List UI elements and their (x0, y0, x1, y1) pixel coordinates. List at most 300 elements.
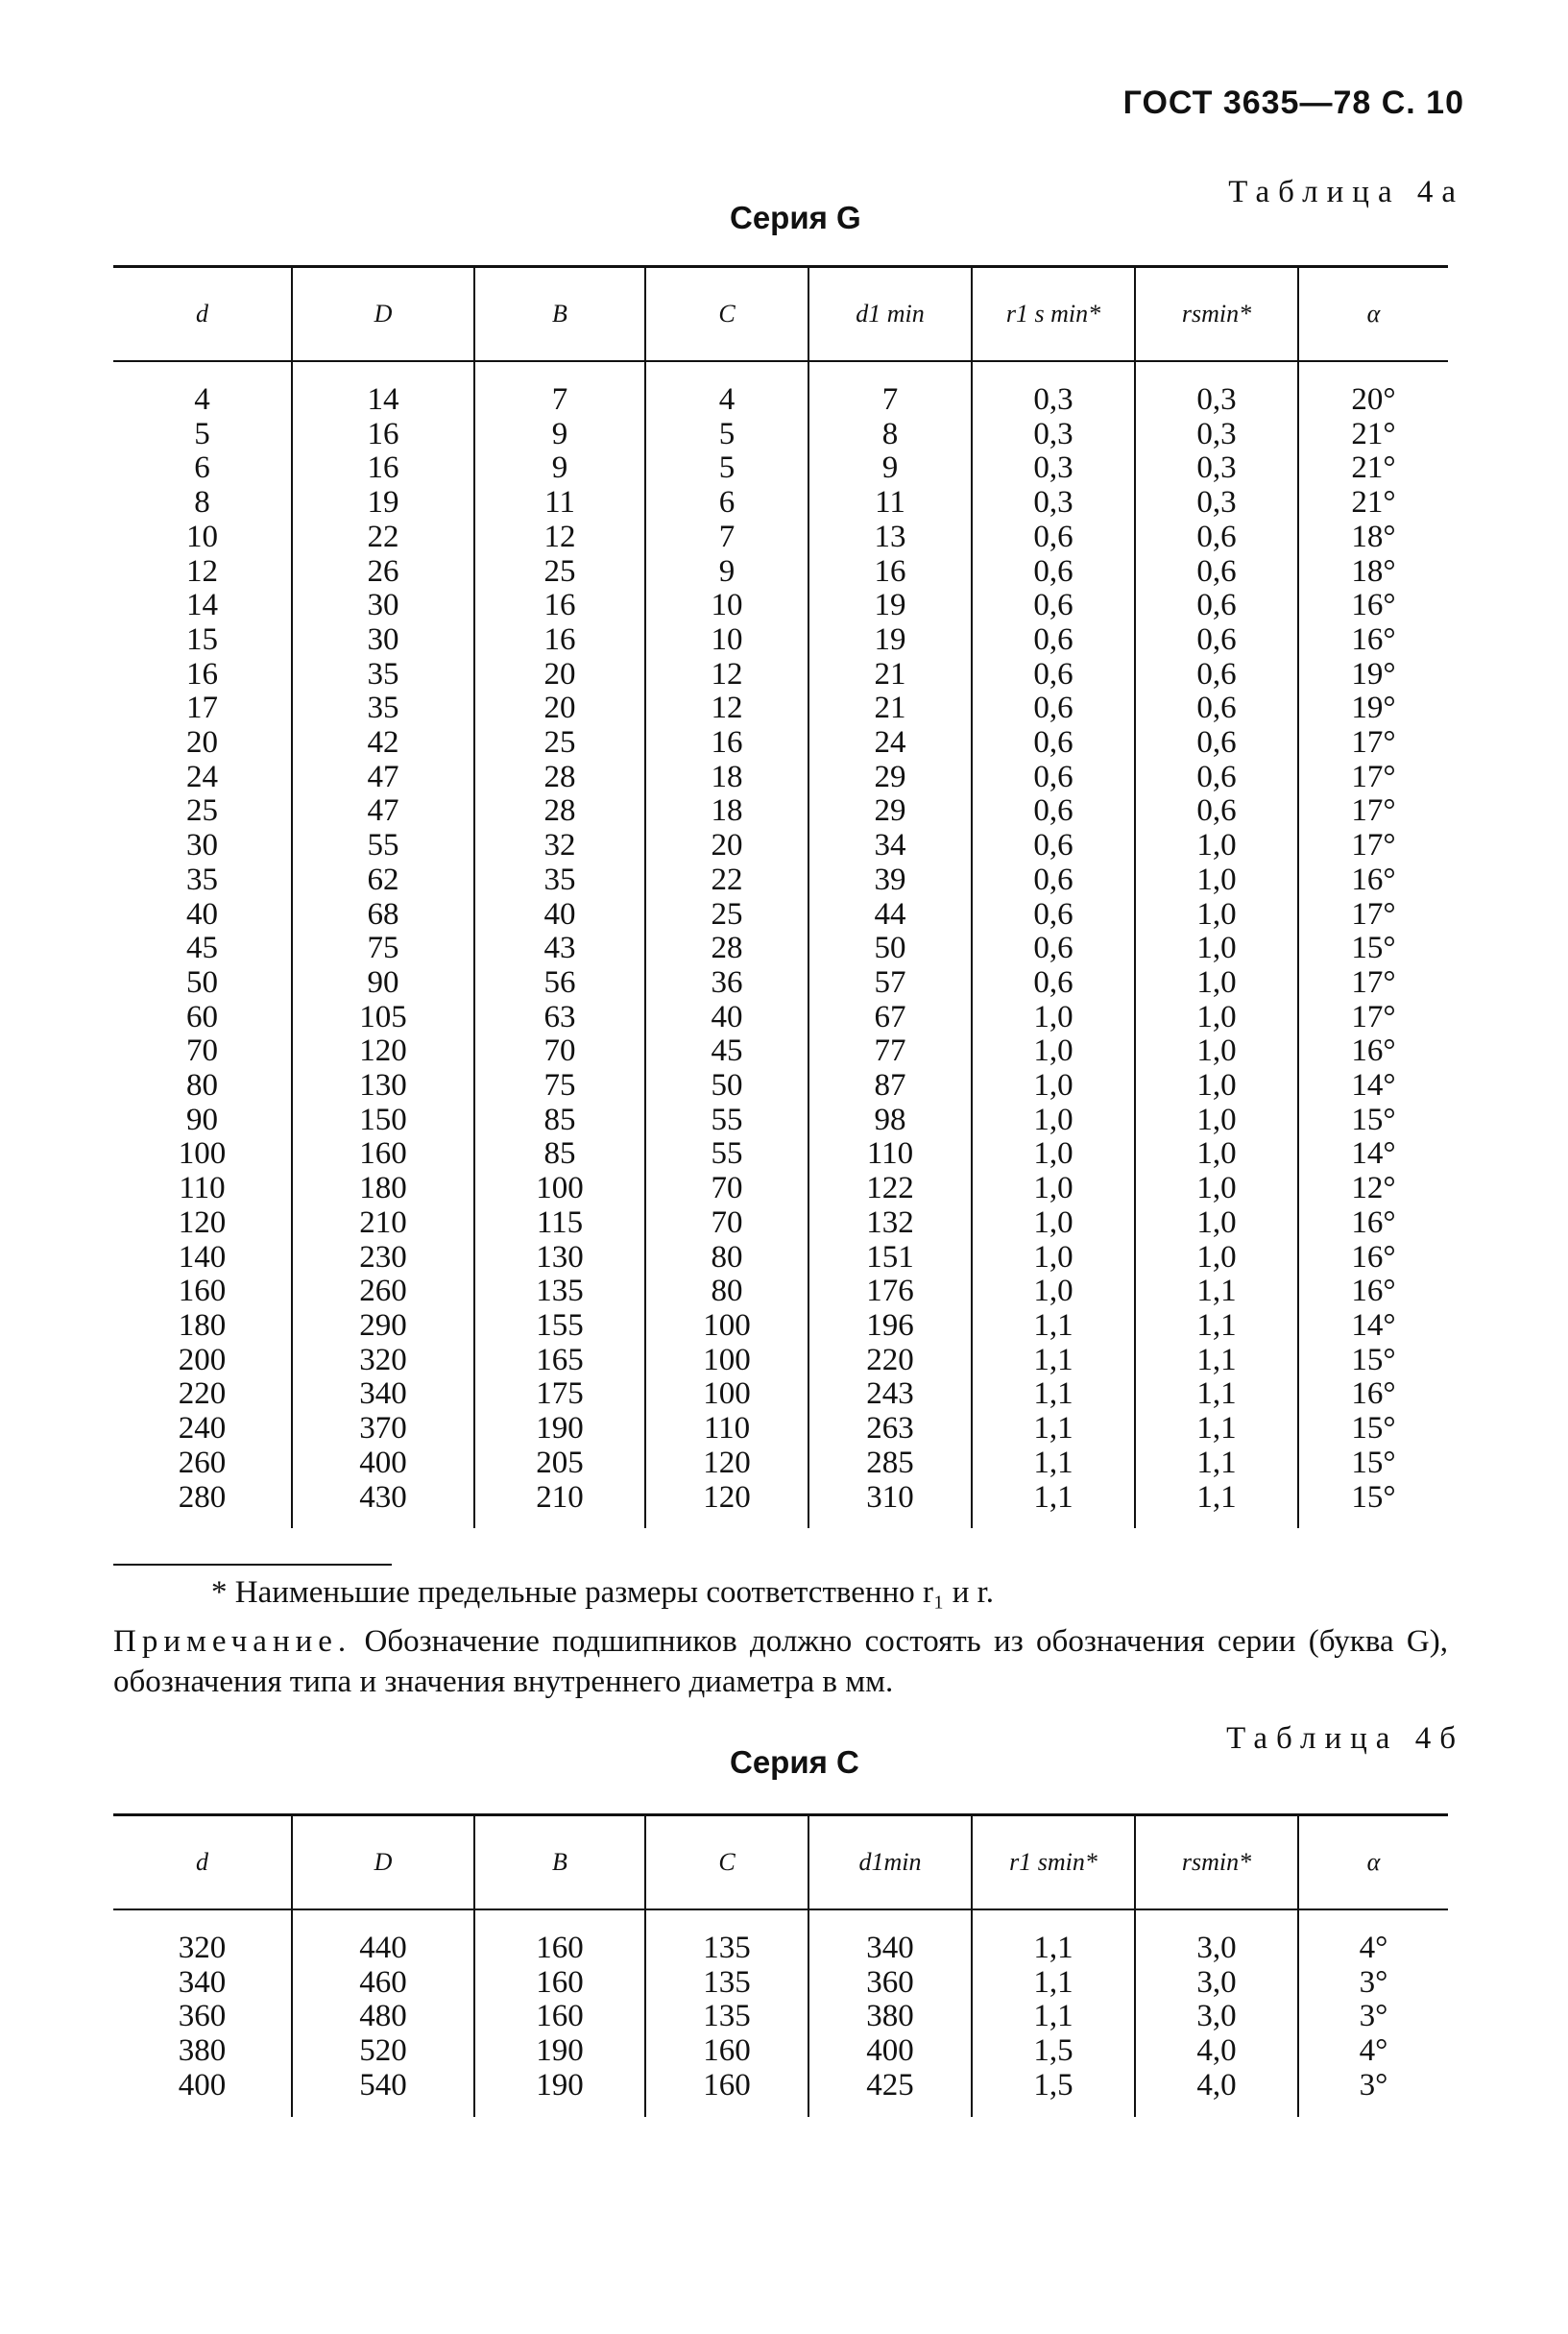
table-cell: 6 (194, 450, 210, 486)
table-cell: 16° (1298, 1034, 1448, 1069)
table-cell: 9 (474, 451, 645, 486)
table-row (113, 1137, 1448, 1172)
table-row (113, 623, 1448, 658)
table-cell: 340 (178, 1964, 227, 2000)
table-cell: 45 (645, 1034, 808, 1069)
table-cell: 70 (645, 1172, 808, 1206)
table-cell: 132 (808, 1206, 972, 1241)
table-cell: 160 (474, 1909, 645, 1966)
table-row (113, 2034, 1448, 2069)
table-cell: 440 (292, 1909, 474, 1966)
table-a-series: Серия G (730, 200, 861, 235)
table-cell: 21° (1298, 486, 1448, 521)
table-cell: 0,6 (1135, 794, 1298, 829)
table-cell: 140 (178, 1239, 227, 1275)
table-cell: 85 (474, 1137, 645, 1172)
table-cell: 400 (292, 1447, 474, 1481)
table-row (113, 1034, 1448, 1069)
table-cell: 21 (808, 692, 972, 726)
col-header-D: D (292, 1815, 474, 1910)
table-cell: 16 (292, 418, 474, 452)
table-cell: 0,3 (972, 361, 1135, 418)
col-header-r1smin: r1 smin* (972, 1815, 1135, 1910)
table-cell: 4° (1298, 1909, 1448, 1966)
table-cell: 25 (474, 726, 645, 761)
table-cell: 14° (1298, 1309, 1448, 1344)
table-cell: 17° (1298, 794, 1448, 829)
table-cell: 30 (292, 623, 474, 658)
table-cell: 1,1 (1135, 1377, 1298, 1412)
table-cell: 14° (1298, 1069, 1448, 1104)
table-cell: 1,1 (972, 1909, 1135, 1966)
table-cell: 0,6 (1135, 623, 1298, 658)
table-cell: 180 (178, 1307, 227, 1343)
table-row (113, 966, 1448, 1001)
table-row (113, 2000, 1448, 2034)
table-cell: 30 (186, 828, 218, 863)
table-cell: 1,1 (972, 1412, 1135, 1447)
table-row (113, 1909, 1448, 1966)
table-cell: 425 (808, 2069, 972, 2117)
table-cell: 17° (1298, 1001, 1448, 1035)
table-row (113, 1412, 1448, 1447)
table-cell: 190 (474, 1412, 645, 1447)
table-cell: 47 (292, 794, 474, 829)
table-cell: 16° (1298, 863, 1448, 898)
table-cell: 310 (808, 1481, 972, 1529)
table-row (113, 1241, 1448, 1276)
table-cell: 28 (474, 761, 645, 795)
table-cell: 165 (474, 1344, 645, 1378)
table-cell: 540 (292, 2069, 474, 2117)
col-header-alpha: α (1298, 1815, 1448, 1910)
table-cell: 17° (1298, 966, 1448, 1001)
table-cell: 75 (474, 1069, 645, 1104)
table-cell: 40 (474, 898, 645, 933)
table-cell: 3° (1298, 1966, 1448, 2001)
table-cell: 32 (474, 829, 645, 863)
table-cell: 160 (474, 2000, 645, 2034)
table-cell: 0,6 (972, 966, 1135, 1001)
table-cell: 160 (474, 1966, 645, 2001)
table-series-g (113, 265, 1448, 1528)
col-header-r1smin: r1 s min* (972, 267, 1135, 362)
table-cell: 320 (292, 1344, 474, 1378)
table-cell: 29 (808, 761, 972, 795)
col-header-rsmin: rsmin* (1135, 267, 1298, 362)
table-cell: 14 (292, 361, 474, 418)
table-cell: 160 (292, 1137, 474, 1172)
table-cell: 196 (808, 1309, 972, 1344)
table-cell: 5 (645, 451, 808, 486)
table-cell: 160 (178, 1274, 227, 1309)
col-header-d1min: d1 min (808, 267, 972, 362)
table-cell: 135 (645, 1966, 808, 2001)
col-header-d: d (113, 1815, 292, 1910)
table-cell: 4 (194, 382, 210, 417)
table-row (113, 1447, 1448, 1481)
table-cell: 87 (808, 1069, 972, 1104)
table-cell: 1,0 (972, 1069, 1135, 1104)
table-cell: 25 (474, 555, 645, 590)
table-cell: 0,6 (1135, 555, 1298, 590)
table-row (113, 1377, 1448, 1412)
table-cell: 1,0 (972, 1001, 1135, 1035)
table-cell: 34 (808, 829, 972, 863)
table-cell: 120 (178, 1204, 227, 1240)
table-cell: 1,5 (972, 2034, 1135, 2069)
table-cell: 0,6 (1135, 692, 1298, 726)
table-cell: 68 (292, 898, 474, 933)
table-b-series: Серия С (730, 1744, 859, 1780)
table-cell: 14 (186, 588, 218, 623)
table-cell: 4° (1298, 2034, 1448, 2069)
col-header-C: C (645, 267, 808, 362)
table-cell: 1,1 (1135, 1481, 1298, 1529)
note-text: Обозначение подшипников должно состоять из обозначения серии (буква G), обозначения типа и значения внутреннего диаметра в мм. (113, 1624, 1449, 1699)
table-cell: 16° (1298, 1377, 1448, 1412)
table-cell: 1,0 (1135, 1206, 1298, 1241)
table-cell: 1,0 (972, 1104, 1135, 1138)
table-cell: 10 (645, 589, 808, 623)
table-cell: 35 (474, 863, 645, 898)
table-cell: 1,0 (1135, 1034, 1298, 1069)
table-cell: 151 (808, 1241, 972, 1276)
table-row (113, 1104, 1448, 1138)
table-cell: 15° (1298, 1412, 1448, 1447)
table-cell: 480 (292, 2000, 474, 2034)
table-cell: 1,0 (972, 1034, 1135, 1069)
table-cell: 15° (1298, 1104, 1448, 1138)
table-cell: 0,6 (972, 829, 1135, 863)
table-cell: 1,1 (972, 2000, 1135, 2034)
table-cell: 1,0 (1135, 966, 1298, 1001)
table-cell: 1,1 (972, 1344, 1135, 1378)
table-cell: 120 (645, 1447, 808, 1481)
table-cell: 28 (474, 794, 645, 829)
table-cell: 105 (292, 1001, 474, 1035)
table-cell: 18° (1298, 521, 1448, 555)
table-cell: 25 (645, 898, 808, 933)
table-row (113, 1001, 1448, 1035)
table-cell: 19 (808, 589, 972, 623)
col-header-B: B (474, 1815, 645, 1910)
table-cell: 21° (1298, 451, 1448, 486)
table-cell: 380 (808, 2000, 972, 2034)
table-row (113, 1069, 1448, 1104)
table-cell: 0,6 (972, 692, 1135, 726)
table-cell: 9 (808, 451, 972, 486)
table-row (113, 361, 1448, 418)
table-cell: 135 (474, 1275, 645, 1309)
table-cell: 55 (645, 1137, 808, 1172)
table-cell: 12 (645, 692, 808, 726)
table-cell: 7 (808, 361, 972, 418)
table-cell: 0,6 (1135, 658, 1298, 693)
table-cell: 28 (645, 932, 808, 966)
table-cell: 1,0 (972, 1137, 1135, 1172)
table-cell: 0,6 (972, 898, 1135, 933)
table-cell: 360 (178, 1999, 227, 2034)
table-cell: 24 (808, 726, 972, 761)
table-cell: 160 (645, 2034, 808, 2069)
table-cell: 430 (292, 1481, 474, 1529)
table-cell: 360 (808, 1966, 972, 2001)
table-row (113, 658, 1448, 693)
table-cell: 0,6 (972, 658, 1135, 693)
table-cell: 12 (645, 658, 808, 693)
table-cell: 1,1 (1135, 1275, 1298, 1309)
table-cell: 40 (186, 896, 218, 932)
table-cell: 5 (645, 418, 808, 452)
table-cell: 7 (474, 361, 645, 418)
table-cell: 16 (292, 451, 474, 486)
table-cell: 55 (292, 829, 474, 863)
table-cell: 9 (474, 418, 645, 452)
table-cell: 11 (808, 486, 972, 521)
table-cell: 98 (808, 1104, 972, 1138)
col-header-alpha: α (1298, 267, 1448, 362)
table-cell: 16 (186, 656, 218, 692)
table-cell: 0,6 (1135, 521, 1298, 555)
table-cell: 16° (1298, 623, 1448, 658)
table-cell: 7 (645, 521, 808, 555)
table-cell: 260 (292, 1275, 474, 1309)
table-cell: 22 (292, 521, 474, 555)
table-cell: 47 (292, 761, 474, 795)
table-cell: 21° (1298, 418, 1448, 452)
table-row (113, 1275, 1448, 1309)
table-cell: 62 (292, 863, 474, 898)
table-row (113, 794, 1448, 829)
table-cell: 180 (292, 1172, 474, 1206)
table-cell: 1,0 (1135, 1241, 1298, 1276)
table-row (113, 898, 1448, 933)
table-cell: 0,6 (1135, 726, 1298, 761)
table-cell: 460 (292, 1966, 474, 2001)
table-cell: 17 (186, 691, 218, 726)
table-row (113, 1206, 1448, 1241)
table-cell: 200 (178, 1342, 227, 1377)
table-row (113, 589, 1448, 623)
table-cell: 210 (474, 1481, 645, 1529)
table-cell: 4,0 (1135, 2034, 1298, 2069)
table-cell: 70 (186, 1033, 218, 1069)
col-header-d1min: d1min (808, 1815, 972, 1910)
table-cell: 0,3 (972, 486, 1135, 521)
table-row (113, 1344, 1448, 1378)
table-cell: 0,3 (1135, 451, 1298, 486)
table-cell: 176 (808, 1275, 972, 1309)
table-row (113, 451, 1448, 486)
table-cell: 45 (186, 931, 218, 966)
table-cell: 115 (474, 1206, 645, 1241)
table-a-label: Таблица 4а (1228, 175, 1464, 209)
table-cell: 110 (179, 1171, 226, 1206)
table-cell: 135 (645, 2000, 808, 2034)
table-cell: 100 (645, 1344, 808, 1378)
table-row (113, 418, 1448, 452)
table-cell: 0,3 (972, 451, 1135, 486)
table-cell: 17° (1298, 898, 1448, 933)
table-cell: 10 (645, 623, 808, 658)
table-cell: 150 (292, 1104, 474, 1138)
table-cell: 205 (474, 1447, 645, 1481)
table-row (113, 2069, 1448, 2117)
table-cell: 135 (645, 1909, 808, 1966)
table-cell: 12° (1298, 1172, 1448, 1206)
table-cell: 20 (186, 725, 218, 761)
table-cell: 75 (292, 932, 474, 966)
table-cell: 26 (292, 555, 474, 590)
table-cell: 1,1 (972, 1309, 1135, 1344)
table-cell: 39 (808, 863, 972, 898)
table-cell: 1,0 (1135, 863, 1298, 898)
page-header: ГОСТ 3635—78 С. 10 (1122, 85, 1464, 121)
table-cell: 100 (645, 1377, 808, 1412)
table-cell: 70 (474, 1034, 645, 1069)
table-cell: 520 (292, 2034, 474, 2069)
table-cell: 400 (808, 2034, 972, 2069)
table-row (113, 555, 1448, 590)
table-cell: 85 (474, 1104, 645, 1138)
table-cell: 400 (178, 2067, 227, 2103)
table-cell: 100 (178, 1136, 227, 1172)
table-cell: 290 (292, 1309, 474, 1344)
table-row (113, 1309, 1448, 1344)
table-cell: 80 (186, 1068, 218, 1104)
table-cell: 1,0 (1135, 932, 1298, 966)
table-cell: 12 (474, 521, 645, 555)
table-cell: 0,3 (972, 418, 1135, 452)
table-cell: 50 (808, 932, 972, 966)
table-cell: 1,1 (972, 1447, 1135, 1481)
table-cell: 0,3 (1135, 361, 1298, 418)
table-cell: 15° (1298, 1344, 1448, 1378)
table-cell: 0,6 (972, 521, 1135, 555)
table-cell: 155 (474, 1309, 645, 1344)
table-cell: 1,1 (1135, 1412, 1298, 1447)
col-header-B: B (474, 267, 645, 362)
note (113, 1621, 1448, 1702)
table-cell: 50 (645, 1069, 808, 1104)
table-cell: 12 (186, 553, 218, 589)
table-cell: 100 (474, 1172, 645, 1206)
footnote: * Наименьшие предельные размеры соответственно r₁ и r. (211, 1575, 995, 1610)
table-cell: 0,6 (1135, 761, 1298, 795)
table-cell: 122 (808, 1172, 972, 1206)
table-cell: 36 (645, 966, 808, 1001)
table-cell: 280 (178, 1479, 227, 1515)
table-cell: 240 (178, 1411, 227, 1447)
table-cell: 20 (474, 692, 645, 726)
table-cell: 35 (292, 658, 474, 693)
table-cell: 90 (292, 966, 474, 1001)
table-cell: 0,6 (972, 623, 1135, 658)
table-cell: 110 (808, 1137, 972, 1172)
footnote-rule (113, 1564, 392, 1566)
table-cell: 190 (474, 2069, 645, 2117)
table-cell: 0,6 (972, 726, 1135, 761)
table-cell: 1,1 (972, 1377, 1135, 1412)
table-cell: 1,1 (1135, 1309, 1298, 1344)
table-cell: 160 (645, 2069, 808, 2117)
table-cell: 80 (645, 1241, 808, 1276)
table-cell: 230 (292, 1241, 474, 1276)
table-cell: 24 (186, 759, 218, 794)
table-cell: 20 (645, 829, 808, 863)
table-cell: 130 (292, 1069, 474, 1104)
table-cell: 1,1 (1135, 1447, 1298, 1481)
table-cell: 130 (474, 1241, 645, 1276)
col-header-C: C (645, 1815, 808, 1910)
table-cell: 1,1 (972, 1966, 1135, 2001)
col-header-rsmin: rsmin* (1135, 1815, 1298, 1910)
table-cell: 3,0 (1135, 2000, 1298, 2034)
table-cell: 8 (194, 485, 210, 521)
table-cell: 1,0 (972, 1275, 1135, 1309)
table-row (113, 829, 1448, 863)
table-row (113, 486, 1448, 521)
table-cell: 16 (808, 555, 972, 590)
table-cell: 220 (808, 1344, 972, 1378)
table-cell: 0,6 (972, 863, 1135, 898)
table-row (113, 863, 1448, 898)
table-cell: 120 (292, 1034, 474, 1069)
table-cell: 0,3 (1135, 486, 1298, 521)
table-b-header-row (113, 1815, 1448, 1910)
table-cell: 0,6 (972, 589, 1135, 623)
table-cell: 42 (292, 726, 474, 761)
table-cell: 1,0 (1135, 829, 1298, 863)
table-cell: 16° (1298, 1275, 1448, 1309)
table-cell: 16 (474, 589, 645, 623)
table-cell: 340 (292, 1377, 474, 1412)
table-cell: 380 (178, 2033, 227, 2069)
table-cell: 0,3 (1135, 418, 1298, 452)
table-cell: 0,6 (972, 761, 1135, 795)
table-cell: 4,0 (1135, 2069, 1298, 2117)
table-cell: 35 (292, 692, 474, 726)
table-row (113, 692, 1448, 726)
table-cell: 260 (178, 1445, 227, 1480)
table-cell: 14° (1298, 1137, 1448, 1172)
col-header-D: D (292, 267, 474, 362)
table-row (113, 521, 1448, 555)
table-cell: 370 (292, 1412, 474, 1447)
table-cell: 19 (808, 623, 972, 658)
table-cell: 19° (1298, 692, 1448, 726)
table-cell: 44 (808, 898, 972, 933)
table-row (113, 1172, 1448, 1206)
table-cell: 0,6 (972, 555, 1135, 590)
table-cell: 1,0 (1135, 1001, 1298, 1035)
table-row (113, 761, 1448, 795)
table-cell: 1,0 (972, 1241, 1135, 1276)
table-b-label: Таблица 4б (1226, 1721, 1464, 1756)
table-cell: 1,0 (1135, 1172, 1298, 1206)
table-cell: 3,0 (1135, 1909, 1298, 1966)
table-cell: 110 (645, 1412, 808, 1447)
table-cell: 16 (645, 726, 808, 761)
table-cell: 11 (474, 486, 645, 521)
table-cell: 1,0 (972, 1206, 1135, 1241)
table-cell: 63 (474, 1001, 645, 1035)
table-cell: 1,0 (1135, 1104, 1298, 1138)
table-cell: 13 (808, 521, 972, 555)
table-cell: 1,1 (972, 1481, 1135, 1529)
table-cell: 15° (1298, 932, 1448, 966)
